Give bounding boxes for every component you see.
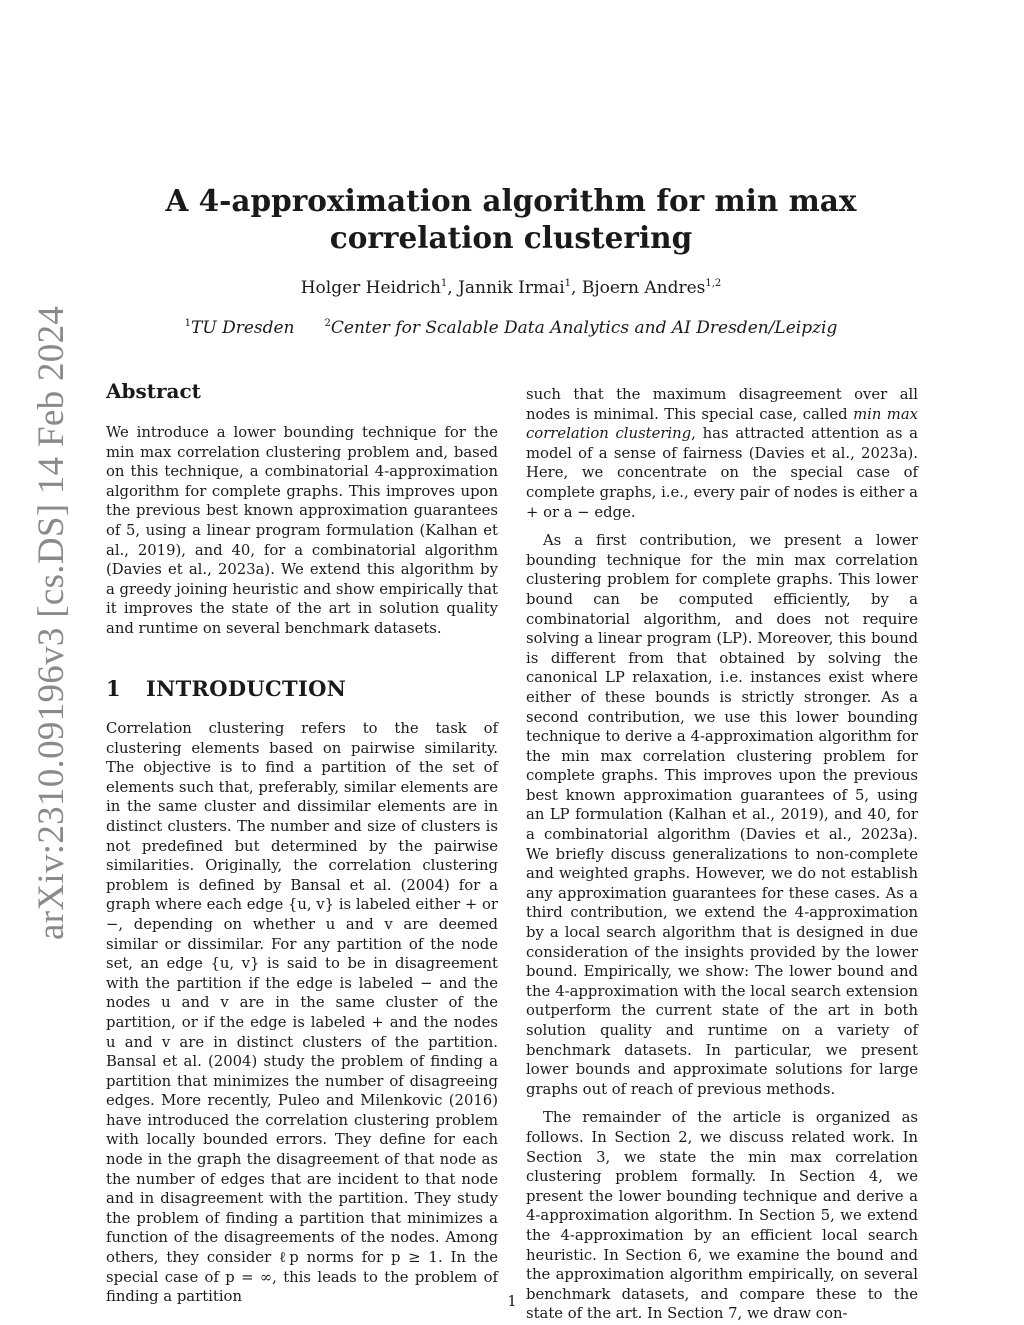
- paragraph-text: such that the maximum disagreement over all nodes is minimal. This special case, called: [526, 386, 918, 423]
- left-column: [106, 719, 498, 1307]
- emphasized-term: min max correlation clustering: [526, 405, 918, 443]
- author-affil-mark: 1: [564, 278, 572, 289]
- abstract-text: We introduce a lower bounding technique for the min max correlation clustering problem and, based on this technique, a combinatorial 4-approximation algorithm for complete graphs. This improves upon the previous best known approximation guarantees of 5, using a linear program formulation (Kalhan et al., 2019), and 40, for a combinatorial algorithm (Davies et al., 2023a). We extend this algorithm by a greedy joining heuristic and show empirically that it improves the state of the art in solution quality and runtime on several benchmark datasets.: [106, 424, 498, 637]
- author-separator: ,: [571, 278, 582, 298]
- intro-paragraph-1-cont: [526, 385, 918, 522]
- intro-paragraph-3: The remainder of the article is organized as follows. In Section 2, we discuss related work. In Section 3, we state the min max correlation clustering problem formally. In Section 4, we present the lower bounding technique and derive a 4-approximation algorithm. In Section 5, we extend the 4-approximation by an efficient local search heuristic. In Section 6, we examine the bound and the approximation algorithm empirically, on several benchmark datasets, and compare these to the state of the art. In Section 7, we draw con-: [526, 1109, 918, 1323]
- intro-paragraph-1: Correlation clustering refers to the task of clustering elements based on pairwise similarity. The objective is to find a partition of the set of elements such that, preferably, similar elements are in the same cluster and dissimilar elements are in distinct clusters. The number and size of clusters is not predefined but determined by the pairwise similarities. Originally, the correlation clustering problem is defined by Bansal et al. (2004) for a graph where each edge {u, v} is labeled either + or −, depending on whether u and v are deemed similar or dissimilar. For any partition of the node set, an edge {u, v} is said to be in disagreement with the partition if the edge is labeled − and the nodes u and v are in the same cluster of the partition, or if the edge is labeled + and the nodes u and v are in distinct clusters of the partition. Bansal et al. (2004) study the problem of finding a partition that minimizes the number of disagreeing edges. More recently, Puleo and Milenkovic (2016) have introduced the correlation clustering problem with locally bounded errors. They define for each node in the graph the disagreement of that node as the number of edges that are incident to that node and in disagreement with the partition. They study the problem of finding a partition that minimizes a function of the disagreements of the nodes. Among others, they consider ℓp norms for p ≥ 1. In the special case of p = ∞, this leads to the problem of finding a partition: [106, 720, 498, 1306]
- author-name: Jannik Irmai: [458, 278, 565, 298]
- abstract-heading: Abstract: [106, 379, 201, 403]
- intro-paragraph-2: As a first contribution, we present a lower bounding technique for the min max correlation clustering problem for complete graphs. This lower bound can be computed efficiently, by a combinatorial algorithm, and does not require solving a linear program (LP). Moreover, this bound is different from that obtained by solving the canonical LP relaxation, i.e. instances exist where either of these bounds is strictly stronger. As a second contribution, we use this lower bounding technique to derive a 4-approximation algorithm for the min max correlation clustering problem for complete graphs. This improves upon the previous best known approximation guarantees of 5, using an LP formulation (Kalhan et al., 2019), and 40, for a combinatorial algorithm (Davies et al., 2023a). We briefly discuss generalizations to non-complete and weighted graphs. However, we do not establish any approximation guarantees for these cases. As a third contribution, we extend the 4-approximation by a local search algorithm that is designed in due consideration of the insights provided by the lower bound. Empirically, we show: The lower bound and the 4-approximation with the local search extension outperform the current state of the art in both solution quality and runtime on a variety of benchmark datasets. In particular, we present lower bounds and approximate solutions for large graphs out of reach of previous methods.: [526, 532, 918, 1098]
- right-column: [526, 385, 918, 1324]
- affiliation-mark: 1: [184, 318, 191, 329]
- section-title: INTRODUCTION: [146, 676, 347, 701]
- affiliations: [110, 318, 912, 338]
- paper-title: A 4-approximation algorithm for min max correlation clustering: [165, 183, 857, 255]
- abstract-body: [106, 423, 498, 639]
- affiliation-mark: 2: [324, 318, 331, 329]
- section-number: 1: [106, 676, 121, 701]
- affiliation-name: TU Dresden: [191, 318, 295, 338]
- author-list: [110, 278, 912, 298]
- author-affil-mark: 1: [440, 278, 448, 289]
- author-name: Holger Heidrich: [300, 278, 441, 298]
- author-separator: ,: [447, 278, 459, 298]
- affiliation-name: Center for Scalable Data Analytics and AI Dresden/Leipzig: [330, 318, 838, 338]
- page-number: 1: [507, 1292, 517, 1310]
- author-name: Bjoern Andres: [581, 278, 706, 298]
- paragraph-text: , has attracted attention as a model of a sense of fairness (Davies et al., 2023a). Here, we concentrate on the special case of complete graphs, i.e., every pair of nodes is either a + or a − edge.: [526, 425, 918, 521]
- arxiv-stamp: arXiv:2310.09196v3 [cs.DS] 14 Feb 2024: [31, 305, 72, 940]
- author-affil-mark: 1,2: [705, 278, 722, 289]
- section-heading: [106, 676, 346, 701]
